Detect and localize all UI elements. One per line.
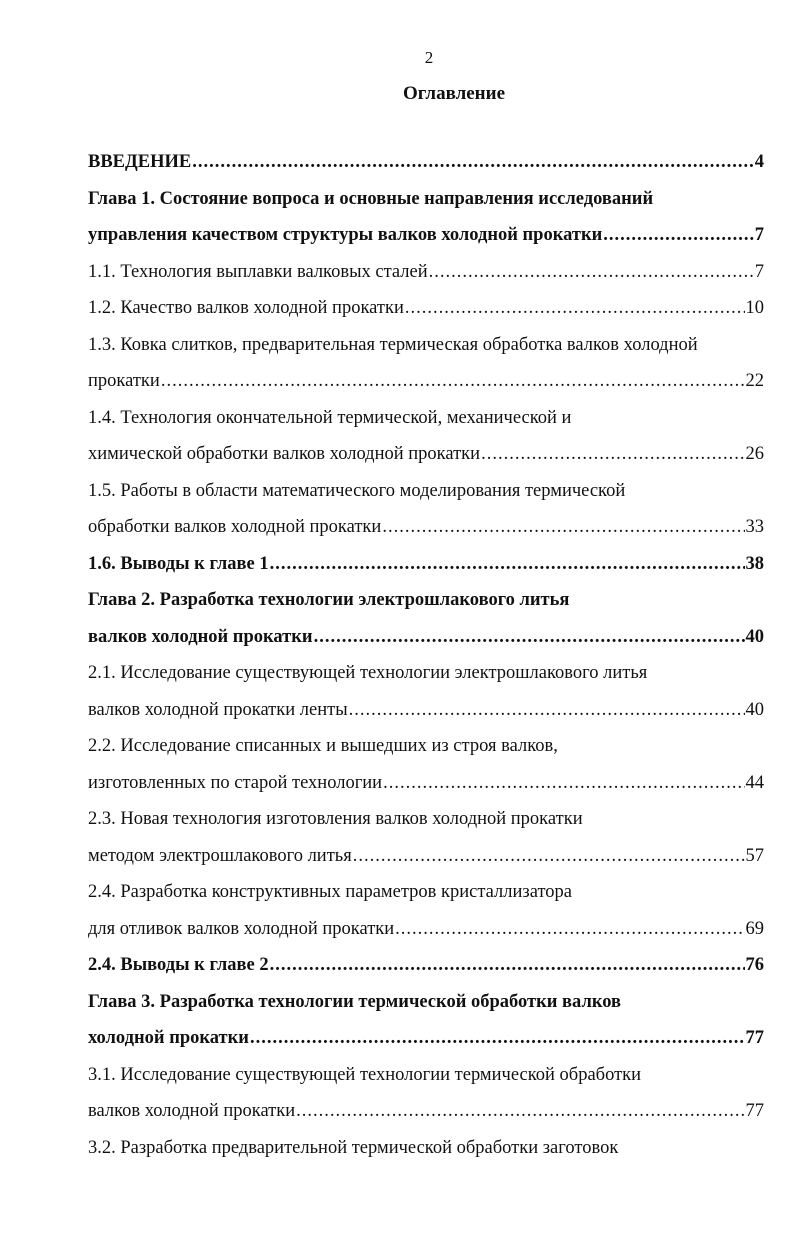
toc-entry-text: 1.6. Выводы к главе 1 bbox=[88, 553, 269, 574]
toc-leader-dots bbox=[161, 363, 745, 400]
toc-entry-text: валков холодной прокатки ленты bbox=[88, 699, 348, 720]
toc-entry-text: методом электрошлакового литья bbox=[88, 845, 352, 866]
toc-entry-text: валков холодной прокатки bbox=[88, 626, 313, 647]
toc-entry bbox=[88, 473, 764, 510]
toc-entry bbox=[88, 838, 764, 875]
toc-entry-text: 1.2. Качество валков холодной прокатки bbox=[88, 298, 404, 318]
toc-leader-dots bbox=[270, 546, 745, 583]
toc-entry bbox=[88, 217, 764, 254]
toc-entry-text: 1.5. Работы в области математического моделирования термической bbox=[88, 480, 626, 501]
toc-leader-dots bbox=[349, 692, 745, 729]
toc-entry bbox=[88, 984, 764, 1021]
toc-entry-page: 7 bbox=[754, 261, 764, 282]
toc-leader-dots bbox=[192, 144, 754, 181]
toc-entry bbox=[88, 619, 764, 656]
toc-entry bbox=[88, 1057, 764, 1094]
toc-entry-text: химической обработки валков холодной прокатки bbox=[88, 444, 481, 464]
toc-entry bbox=[88, 874, 764, 911]
toc-leader-dots bbox=[353, 838, 745, 875]
toc-entry bbox=[88, 546, 764, 583]
toc-entry bbox=[88, 582, 764, 619]
toc-entry-page: 44 bbox=[745, 772, 764, 793]
toc-entry-page: 4 bbox=[754, 152, 764, 172]
toc-entry-page: 26 bbox=[745, 444, 764, 464]
toc-entry-text: 2.4. Выводы к главе 2 bbox=[88, 955, 269, 975]
toc-entry-page: 10 bbox=[745, 298, 764, 318]
toc-entry bbox=[88, 692, 764, 729]
toc-entry bbox=[88, 181, 764, 218]
toc-entry-text: изготовленных по старой технологии bbox=[88, 772, 383, 793]
toc-entry-text: холодной прокатки bbox=[88, 1028, 249, 1048]
toc-entry-text: 1.3. Ковка слитков, предварительная термическая обработка валков холодной bbox=[88, 334, 698, 355]
toc-leader-dots bbox=[382, 509, 744, 546]
toc-leader-dots bbox=[270, 947, 745, 984]
toc-entry bbox=[88, 363, 764, 400]
toc-title: Оглавление bbox=[402, 83, 506, 104]
toc-entry bbox=[88, 509, 764, 546]
toc-entry-text: 3.2. Разработка предварительной термической обработки заготовок bbox=[88, 1137, 619, 1158]
toc-entry-page: 77 bbox=[745, 1101, 764, 1121]
toc-entry-page: 40 bbox=[745, 699, 764, 720]
toc-entry bbox=[88, 254, 764, 291]
toc-entry-text: валков холодной прокатки bbox=[88, 1101, 296, 1121]
toc-leader-dots bbox=[314, 619, 745, 656]
toc-leader-dots bbox=[395, 911, 744, 948]
toc-entry-page: 38 bbox=[745, 553, 764, 574]
toc-entry-text: 1.4. Технология окончательной термической, механической и bbox=[88, 407, 572, 428]
toc-entry-text: 2.3. Новая технология изготовления валков холодной прокатки bbox=[88, 809, 583, 829]
toc-entry bbox=[88, 1093, 764, 1130]
toc-entry-page: 33 bbox=[745, 517, 764, 537]
toc-entry bbox=[88, 801, 764, 838]
toc-entry-text: Глава 3. Разработка технологии термической обработки валков bbox=[88, 991, 622, 1012]
toc-entry-page: 7 bbox=[754, 225, 764, 245]
toc-entry-page: 69 bbox=[745, 918, 764, 939]
toc-entry-text: Глава 2. Разработка технологии электрошлакового литья bbox=[88, 590, 570, 610]
toc-entry bbox=[88, 436, 764, 473]
toc-entry-text: 1.1. Технология выплавки валковых сталей bbox=[88, 261, 428, 282]
toc-entry bbox=[88, 1020, 764, 1057]
toc-leader-dots bbox=[429, 254, 754, 291]
toc-leader-dots bbox=[405, 290, 745, 327]
toc-entry-text: 2.1. Исследование существующей технологии электрошлакового литья bbox=[88, 663, 648, 683]
toc-entry bbox=[88, 290, 764, 327]
toc-entry bbox=[88, 400, 764, 437]
toc-entry bbox=[88, 765, 764, 802]
toc-leader-dots bbox=[383, 765, 744, 802]
toc-leader-dots bbox=[481, 436, 744, 473]
toc-entry-text: ВВЕДЕНИЕ bbox=[88, 152, 192, 172]
toc-entry bbox=[88, 327, 764, 364]
toc-entry-text: управления качеством структуры валков холодной прокатки bbox=[88, 225, 603, 245]
toc-entry-text: прокатки bbox=[88, 371, 160, 391]
toc-entry bbox=[88, 947, 764, 984]
page-number: 2 bbox=[424, 48, 434, 67]
toc-leader-dots bbox=[603, 217, 753, 254]
table-of-contents bbox=[88, 144, 764, 1166]
toc-entry bbox=[88, 728, 764, 765]
toc-entry bbox=[88, 911, 764, 948]
toc-entry-text: Глава 1. Состояние вопроса и основные направления исследований bbox=[88, 188, 654, 209]
toc-entry bbox=[88, 655, 764, 692]
toc-leader-dots bbox=[250, 1020, 745, 1057]
toc-entry-page: 40 bbox=[745, 626, 764, 647]
toc-entry-text: 2.4. Разработка конструктивных параметров кристаллизатора bbox=[88, 882, 572, 902]
toc-entry-text: 2.2. Исследование списанных и вышедших из строя валков, bbox=[88, 736, 558, 756]
toc-entry-page: 76 bbox=[745, 955, 764, 975]
toc-entry-page: 22 bbox=[745, 371, 764, 391]
toc-entry bbox=[88, 144, 764, 181]
toc-entry-page: 57 bbox=[745, 845, 764, 866]
toc-entry-page: 77 bbox=[745, 1028, 764, 1048]
toc-entry bbox=[88, 1130, 764, 1167]
toc-entry-text: обработки валков холодной прокатки bbox=[88, 517, 382, 537]
toc-entry-text: 3.1. Исследование существующей технологии термической обработки bbox=[88, 1064, 642, 1085]
toc-leader-dots bbox=[296, 1093, 744, 1130]
toc-entry-text: для отливок валков холодной прокатки bbox=[88, 918, 395, 939]
